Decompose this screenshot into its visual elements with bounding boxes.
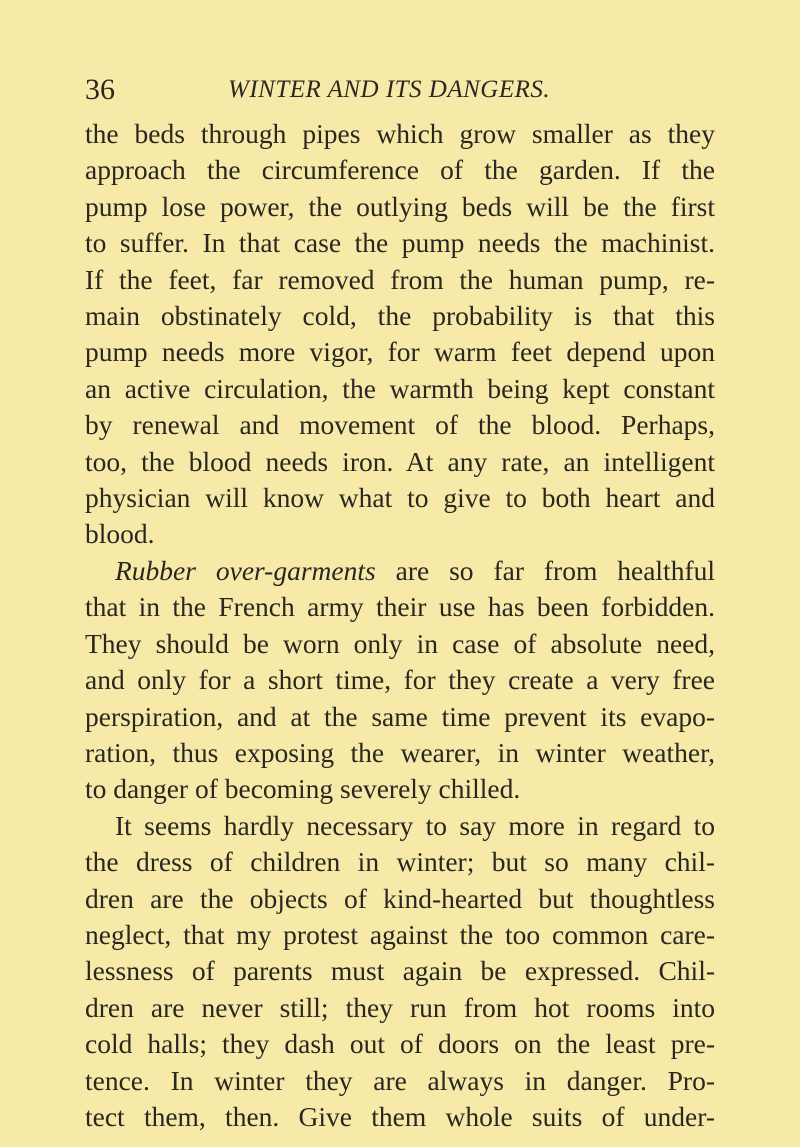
- text-run: are so far from healthful: [375, 554, 715, 586]
- running-head: [85, 70, 705, 110]
- text-line: to danger of becoming severely chilled.: [85, 773, 521, 805]
- text-line: dren are never still; they run from hot rooms into: [85, 991, 715, 1023]
- text-line: If the feet, far removed from the human pump, re-: [85, 263, 715, 295]
- text-line: lessness of parents must again be expressed. Chil-: [85, 955, 715, 987]
- text-line: and only for a short time, for they create a very free: [85, 664, 715, 696]
- text-line: main obstinately cold, the probability is that this: [85, 300, 715, 332]
- running-title: WINTER AND ITS DANGERS.: [228, 76, 551, 103]
- text-line: perspiration, and at the same time prevent its evapo-: [85, 700, 715, 732]
- text-line: that in the French army their use has been forbidden.: [85, 591, 715, 623]
- text-line: an active circulation, the warmth being kept constant: [85, 372, 715, 404]
- text-line: dren are the objects of kind-hearted but thoughtless: [85, 882, 715, 914]
- body-text: [85, 116, 715, 1135]
- text-line: tect them, then. Give them whole suits of under-: [85, 1100, 715, 1132]
- text-line: by renewal and movement of the blood. Perhaps,: [85, 409, 715, 441]
- text-line: too, the blood needs iron. At any rate, an intelligent: [85, 445, 715, 477]
- page-number: 36: [85, 73, 115, 106]
- text-line: physician will know what to give to both heart and: [85, 482, 715, 514]
- text-line: ration, thus exposing the wearer, in winter weather,: [85, 736, 715, 768]
- text-line: blood.: [85, 518, 155, 550]
- text-line-first: [85, 553, 715, 589]
- paragraph-1: [85, 116, 715, 553]
- text-line: the beds through pipes which grow smaller as they: [85, 118, 715, 149]
- text-line: They should be worn only in case of absolute need,: [85, 627, 715, 659]
- text-line: approach the circumference of the garden. If the: [85, 154, 715, 186]
- text-line: to suffer. In that case the pump needs the machinist.: [85, 227, 715, 259]
- text-line: neglect, that my protest against the too common care-: [85, 918, 715, 950]
- paragraph-2: [85, 553, 715, 808]
- text-line: pump needs more vigor, for warm feet depend upon: [85, 336, 715, 368]
- paragraph-3: [85, 808, 715, 1136]
- text-line-first: It seems hardly necessary to say more in regard to: [115, 809, 715, 841]
- italic-term: Rubber over-garments: [115, 554, 376, 586]
- text-line: cold halls; they dash out of doors on the least pre-: [85, 1028, 715, 1060]
- text-line: the dress of children in winter; but so many chil-: [85, 846, 715, 878]
- text-line: pump lose power, the outlying beds will be the first: [85, 190, 715, 222]
- text-line: tence. In winter they are always in danger. Pro-: [85, 1064, 715, 1096]
